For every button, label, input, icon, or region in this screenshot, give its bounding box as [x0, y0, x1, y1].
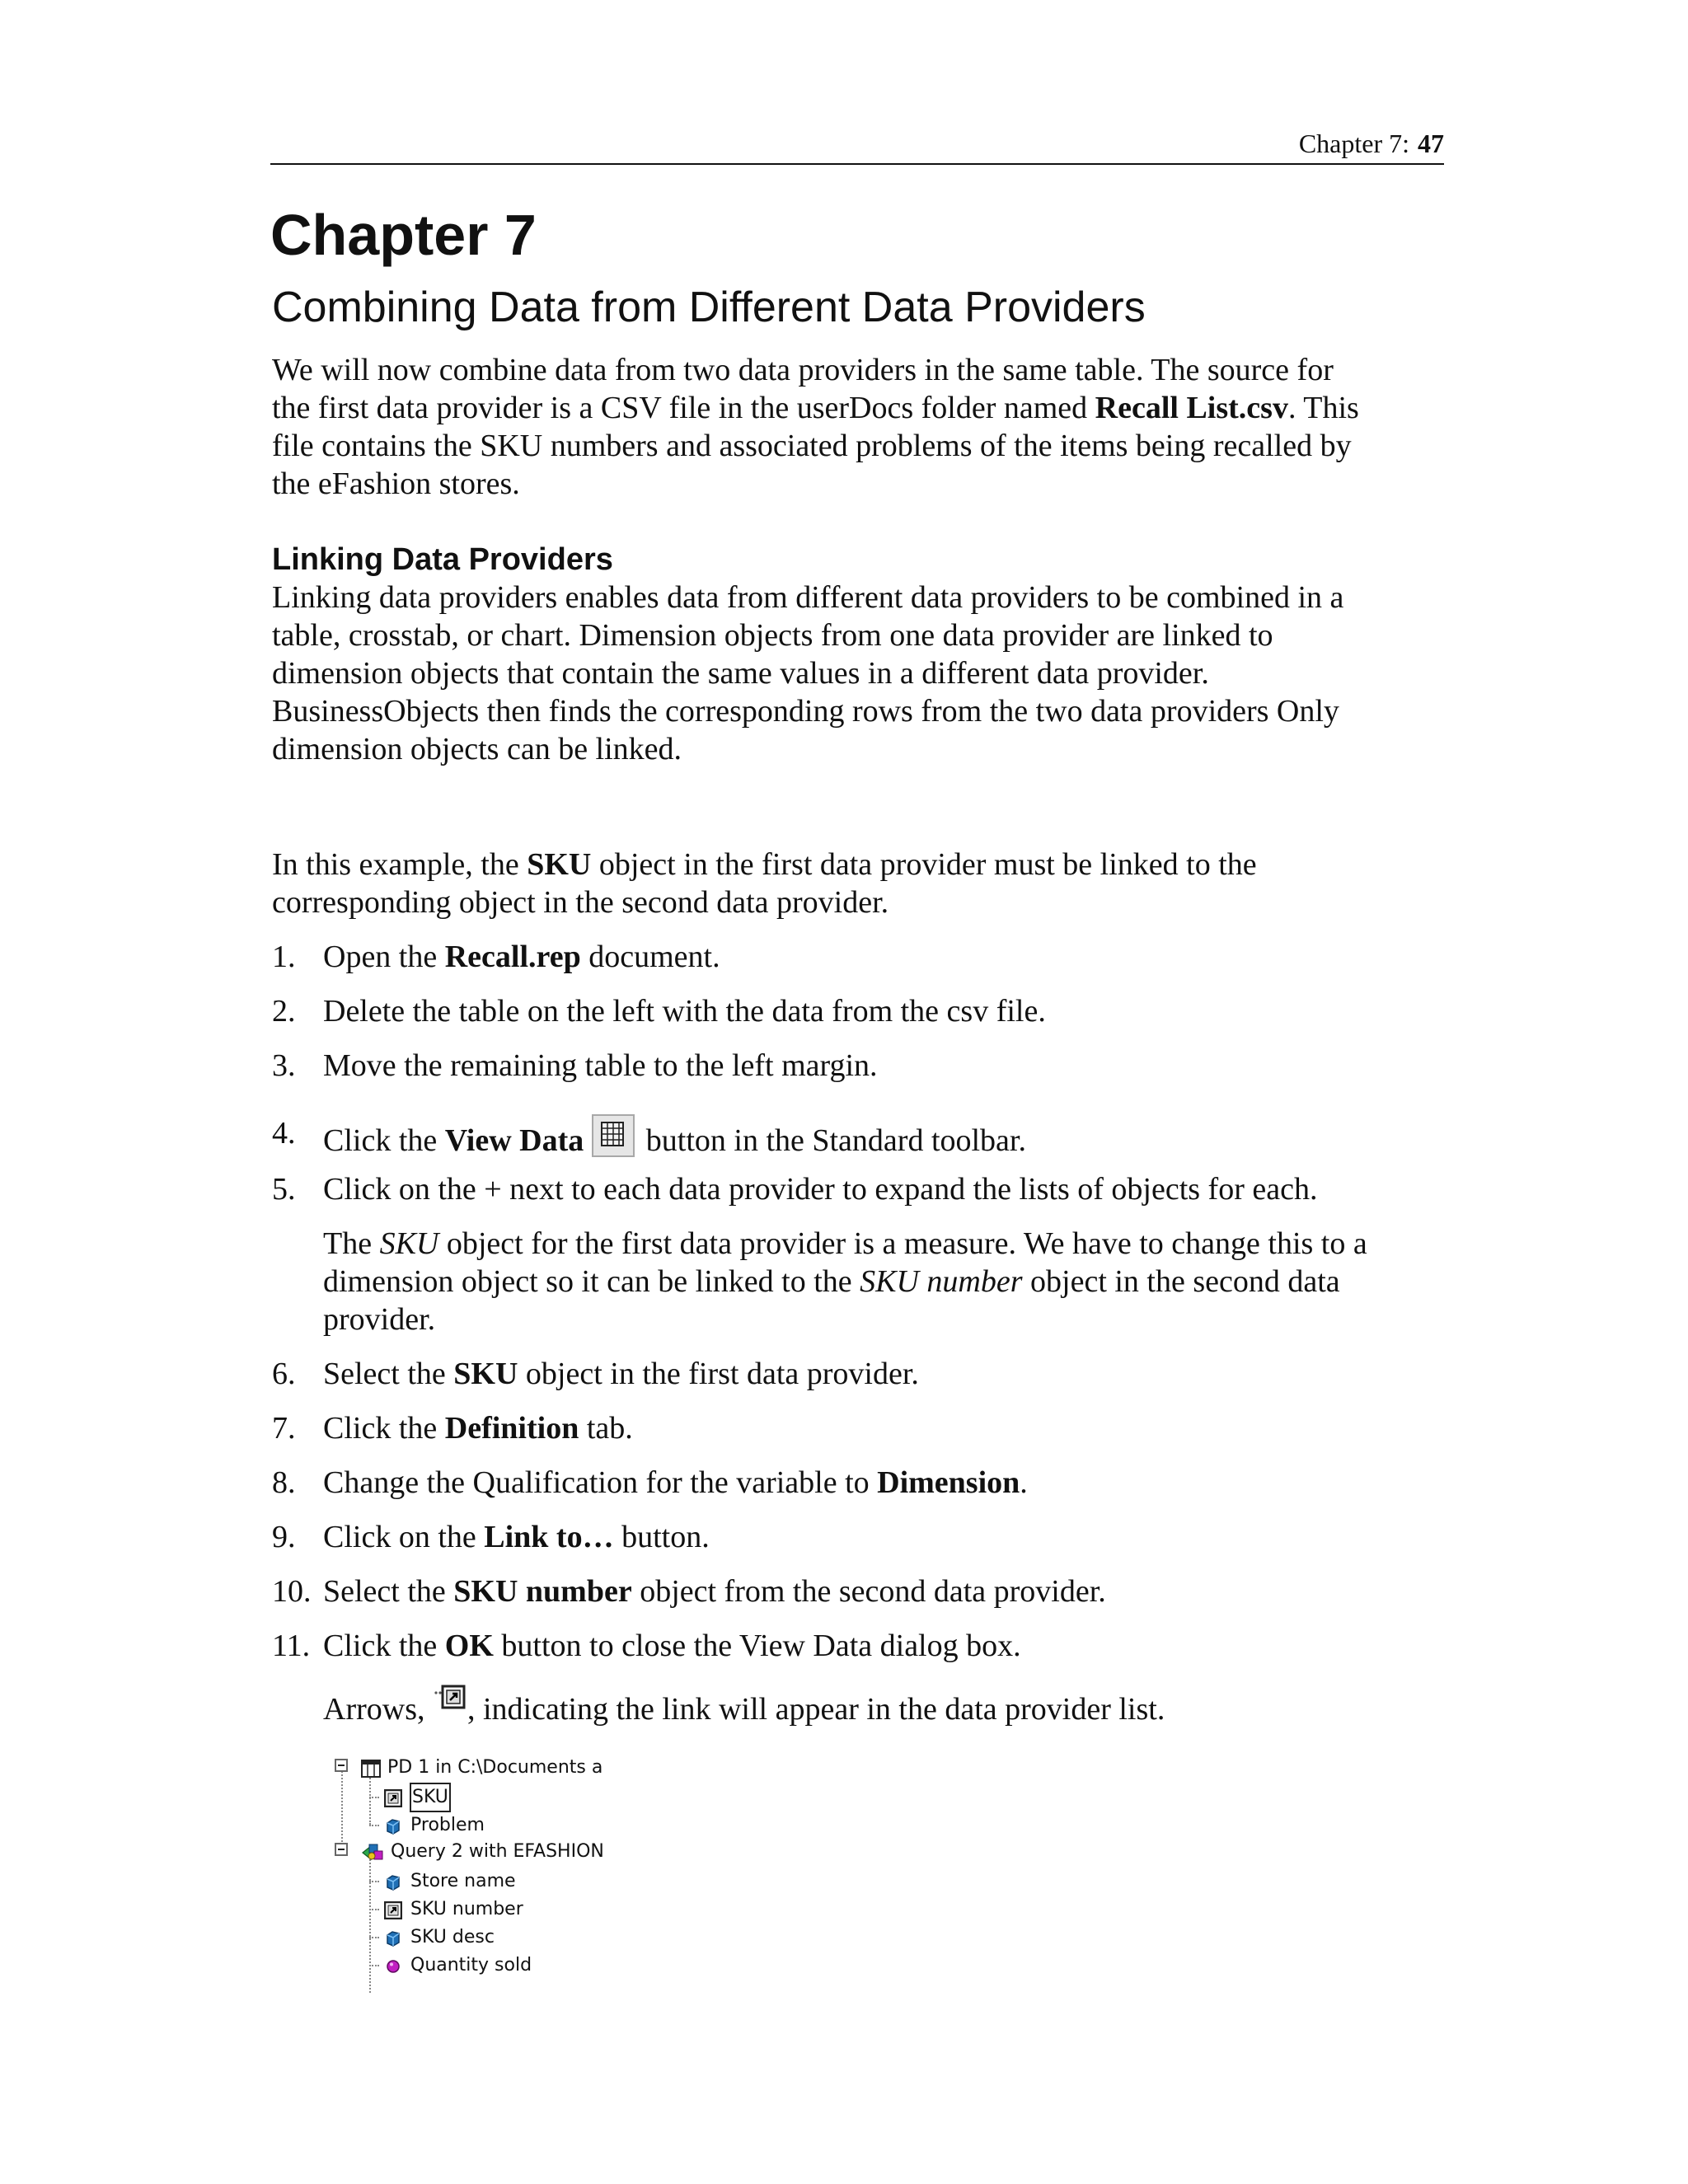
text-run: Arrows,: [323, 1692, 433, 1727]
tree-connector: [369, 1965, 379, 1966]
header-chapter-label: Chapter 7:: [1298, 129, 1409, 158]
step-text: [323, 938, 720, 976]
step-bold: SKU: [453, 1357, 518, 1391]
text-run: button.: [613, 1520, 710, 1554]
note-line: [323, 1263, 1461, 1301]
text-run: Click the: [323, 1411, 445, 1446]
intro-line: [272, 389, 1459, 427]
dimension-cube-icon: [384, 1929, 402, 1947]
step-text: [323, 992, 1046, 1030]
step-number: 4.: [272, 1116, 296, 1151]
step-text: [323, 1627, 1021, 1665]
step-bold: Definition: [444, 1411, 579, 1446]
example-line: [272, 846, 1459, 883]
running-header: [270, 124, 1444, 165]
text-run: , indicating the link will appear in the data provider list.: [467, 1692, 1165, 1727]
step-text: [323, 1114, 1026, 1166]
text-run: The: [323, 1226, 380, 1261]
page-number: 47: [1418, 129, 1444, 158]
step-bold: Link to…: [484, 1520, 614, 1554]
step-text: [323, 1518, 710, 1556]
linked-object-icon: [384, 1900, 402, 1919]
intro-line: We will now combine data from two data providers in the same table. The source for: [272, 353, 1334, 387]
tree-connector: [341, 1765, 343, 1851]
step-number: 3.: [272, 1048, 296, 1083]
step-bold: View Data: [444, 1123, 584, 1158]
section-line: Linking data providers enables data from different data providers to be combined in a: [272, 580, 1344, 615]
tree-node-label: SKU number: [410, 1899, 523, 1919]
text-run: dimension object so it can be linked to the: [323, 1264, 860, 1299]
text-run: . This: [1287, 391, 1359, 425]
filename-bold: Recall List.csv: [1095, 391, 1288, 425]
tree-connector: [369, 1797, 379, 1798]
tree-connector: [369, 1909, 379, 1910]
step-text: [323, 1355, 919, 1393]
step-bold: OK: [444, 1629, 494, 1663]
text-run: In this example, the: [272, 847, 528, 882]
arrows-note: [323, 1685, 1461, 1730]
step-number: 10.: [272, 1574, 312, 1609]
tree-node-label: PD 1 in C:\Documents a: [387, 1757, 603, 1778]
tree-connector: [369, 1881, 379, 1882]
step-bold: SKU number: [453, 1574, 632, 1609]
text-run: the first data provider is a CSV file in the userDocs folder named: [272, 391, 1095, 425]
step-5-note: [323, 1225, 1461, 1338]
tree-connector: [369, 1772, 371, 1825]
step-text: [323, 1464, 1028, 1502]
step-text: [323, 1409, 633, 1447]
view-data-grid-icon: [592, 1114, 635, 1166]
step-number: 5.: [272, 1172, 296, 1207]
text-run: Click on the + next to each data provider to expand the lists of objects for each.: [323, 1172, 1318, 1207]
tree-connector: [369, 1856, 371, 1993]
text-run: Click the: [323, 1123, 445, 1158]
tree-node-label: Store name: [410, 1871, 516, 1891]
example-line: corresponding object in the second data provider.: [272, 885, 889, 920]
section-line: dimension objects can be linked.: [272, 732, 682, 766]
collapse-toggle[interactable]: [335, 1759, 348, 1772]
text-run: Click on the: [323, 1520, 485, 1554]
text-run: object in the second data: [1022, 1264, 1340, 1299]
tree-node-label: Query 2 with EFASHION: [391, 1841, 604, 1862]
example-paragraph: [272, 846, 1459, 921]
text-run: object for the first data provider is a measure. We have to change this to a: [438, 1226, 1367, 1261]
step-number: 7.: [272, 1411, 296, 1446]
object-name-italic: SKU number: [860, 1264, 1023, 1299]
measure-sphere-icon: [384, 1957, 402, 1975]
text-run: Select the: [323, 1357, 454, 1391]
text-run: Move the remaining table to the left margin.: [323, 1048, 878, 1083]
text-run: Select the: [323, 1574, 454, 1609]
collapse-toggle[interactable]: [335, 1843, 348, 1856]
section-line: dimension objects that contain the same values in a different data provider.: [272, 656, 1209, 691]
tree-connector: [369, 1825, 379, 1826]
text-run: tab.: [579, 1411, 633, 1446]
intro-line: the eFashion stores.: [272, 466, 520, 501]
text-run: Click the: [323, 1629, 445, 1663]
chapter-subtitle: Combining Data from Different Data Providers: [272, 284, 1146, 331]
text-run: object from the second data provider.: [631, 1574, 1106, 1609]
tree-node-label: SKU desc: [410, 1927, 495, 1947]
object-name-italic: SKU: [379, 1226, 439, 1261]
intro-line: file contains the SKU numbers and associated problems of the items being recalled by: [272, 429, 1352, 463]
text-run: Delete the table on the left with the data from the csv file.: [323, 994, 1046, 1029]
text-run: button in the Standard toolbar.: [638, 1123, 1026, 1158]
linked-object-icon: [384, 1788, 402, 1807]
section-paragraph: [272, 579, 1459, 768]
text-run: Open the: [323, 940, 445, 974]
section-heading: Linking Data Providers: [272, 542, 613, 577]
step-number: 9.: [272, 1520, 296, 1554]
data-provider-file-icon: [361, 1759, 379, 1777]
section-line: BusinessObjects then finds the corresponding rows from the two data providers Only: [272, 694, 1339, 729]
link-arrows-icon: [433, 1685, 466, 1730]
text-run: object in the first data provider.: [518, 1357, 919, 1391]
text-run: button to close the View Data dialog box.: [493, 1629, 1021, 1663]
tree-node-label: Quantity sold: [410, 1955, 532, 1975]
step-number: 1.: [272, 940, 296, 974]
step-text: [323, 1572, 1106, 1610]
chapter-title: Chapter 7: [270, 203, 537, 267]
query-universe-icon: [361, 1843, 379, 1861]
note-line: provider.: [323, 1302, 436, 1337]
step-bold: Recall.rep: [444, 940, 581, 974]
text-run: object in the first data provider must be linked to the: [591, 847, 1257, 882]
data-provider-tree: [333, 1754, 604, 1985]
step-number: 6.: [272, 1357, 296, 1391]
step-bold: Dimension: [877, 1465, 1020, 1500]
tree-node-label: SKU: [410, 1783, 450, 1811]
step-text: [323, 1047, 878, 1085]
text-run: Change the Qualification for the variable to: [323, 1465, 878, 1500]
object-name-bold: SKU: [527, 847, 592, 882]
intro-paragraph: [272, 351, 1459, 503]
step-number: 2.: [272, 994, 296, 1029]
step-number: 8.: [272, 1465, 296, 1500]
text-run: .: [1020, 1465, 1028, 1500]
dimension-cube-icon: [384, 1816, 402, 1835]
step-text: [323, 1170, 1317, 1208]
note-line: [323, 1225, 1461, 1263]
tree-node-label: Problem: [410, 1815, 485, 1835]
text-run: document.: [580, 940, 720, 974]
step-number: 11.: [272, 1629, 311, 1663]
tree-connector: [369, 1937, 379, 1938]
section-line: table, crosstab, or chart. Dimension objects from one data provider are linked to: [272, 618, 1273, 653]
dimension-cube-icon: [384, 1872, 402, 1891]
